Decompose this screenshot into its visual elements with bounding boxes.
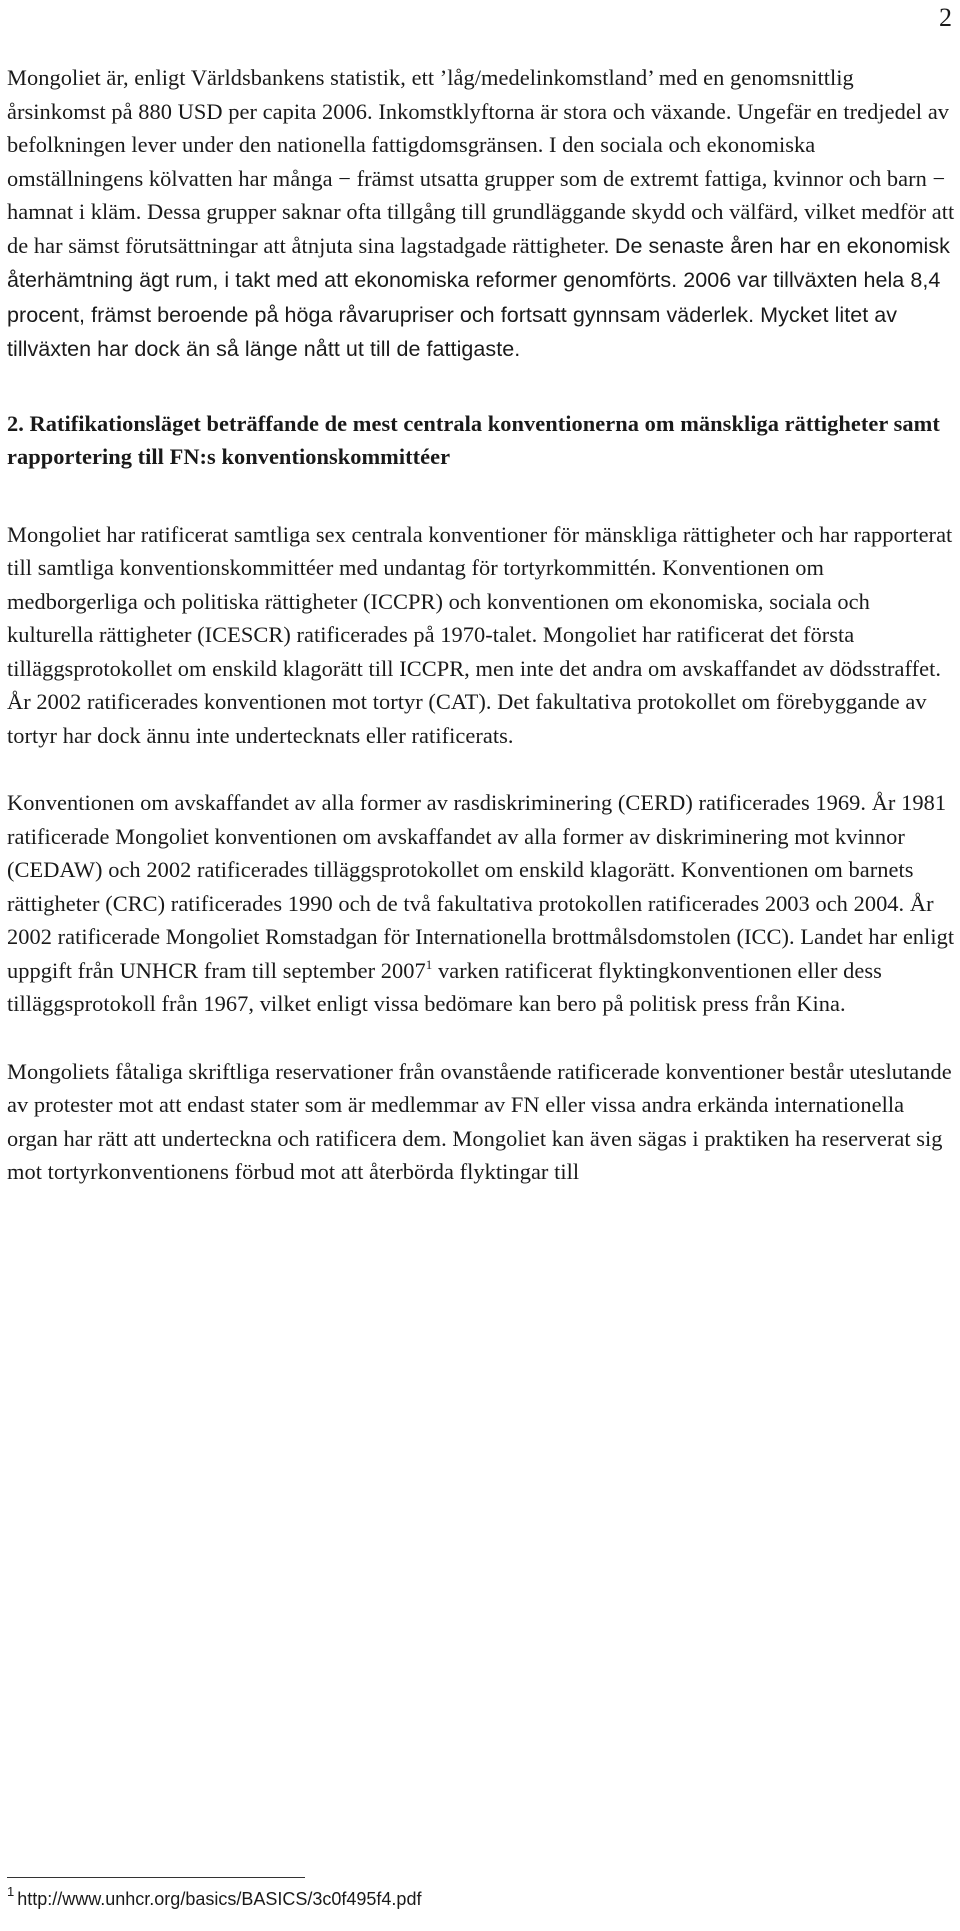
intro-paragraph xyxy=(7,61,955,367)
footnote xyxy=(7,1885,421,1913)
intro-sans-text: De senaste åren har en ekonomisk återhämtning ägt rum, i takt med att ekonomiska reformer genomförts. 2006 var tillväxten hela 8,4 procent, främst beroende på höga råvarupriser och fortsatt gynnsam väderlek. Mycket litet av tillväxten har dock än så länge nått ut till de fattigaste. xyxy=(7,233,950,361)
intro-serif-text: Mongoliet är, enligt Världsbankens statistik, ett ’låg/medelinkomstland’ med en genomsnittlig årsinkomst på 880 USD per capita 2006. Inkomstklyftorna är stora och växande. Ungefär en tredjedel av befolkningen lever under den nationella fattigdomsgränsen. I den sociala och ekonomiska omställningens kölvatten har många − främst utsatta grupper som de extremt fattiga, kvinnor och barn − hamnat i kläm. Dessa grupper saknar ofta tillgång till grundläggande skydd och välfärd, vilket medför att de har sämst förutsättningar att åtnjuta sina lagstadgade rättigheter. xyxy=(7,65,955,258)
ratification-paragraph-2-text-cont: varken ratificerat flyktingkonventionen eller dess tilläggsprotokoll från 1967, vilket enligt vissa bedömare kan bero på politisk press från Kina. xyxy=(7,957,882,1016)
footnote-link[interactable]: http://www.unhcr.org/basics/BASICS/3c0f495f4.pdf xyxy=(17,1889,422,1909)
ratification-paragraph-2 xyxy=(7,786,955,1021)
ratification-paragraph-1: Mongoliet har ratificerat samtliga sex centrala konventioner för mänskliga rättigheter och har rapporterat till samtliga konventionskommittéer med undantag för tortyrkommittén. Konventionen om medborgerliga och politiska rättigheter (ICCPR) och konventionen om ekonomiska, sociala och kulturella rättigheter (ICESCR) ratificerades på 1970-talet. Mongoliet har ratificerat det första tilläggsprotokollet om enskild klagorätt till ICCPR, men inte det andra om avskaffandet av dödsstraffet. År 2002 ratificerades konventionen mot tortyr (CAT). Det fakultativa protokollet om förebyggande av tortyr har dock ännu inte undertecknats eller ratificerats. xyxy=(7,521,953,748)
footnote-divider xyxy=(7,1877,305,1878)
document-body xyxy=(7,61,955,1189)
page-number: 2 xyxy=(939,3,952,32)
ratification-paragraph-2-text: Konventionen om avskaffandet av alla former av rasdiskriminering (CERD) ratificerades 1969. År 1981 ratificerade Mongoliet konventionen om avskaffandet av alla former av diskriminering mot kvinnor (CEDAW) och 2002 ratificerades tilläggsprotokollet om enskild klagorätt. Konventionen om barnets rättigheter (CRC) ratificerades 1990 och de två fakultativa protokollen ratificerades 2003 och 2004. År 2002 ratificerade Mongoliet Romstadgan för Internationella brottmålsdomstolen (ICC). Landet har enligt uppgift från UNHCR fram till september 2007 xyxy=(7,790,955,983)
section-2-heading: 2. Ratifikationsläget beträffande de mest centrala konventionerna om mänskliga rättigheter samt rapportering till FN:s konventionskommittéer xyxy=(7,410,940,469)
reservations-paragraph: Mongoliets fåtaliga skriftliga reservationer från ovanstående ratificerade konventioner består uteslutande av protester mot att endast stater som är medlemmar av FN eller vissa andra erkända internationella organ har rätt att underteckna och ratificera dem. Mongoliet kan även sägas i praktiken ha reserverat sig mot tortyrkonventionens förbud mot att återbörda flyktingar till xyxy=(7,1058,952,1184)
footnote-reference[interactable]: 1 xyxy=(425,956,433,972)
footnote-marker: 1 xyxy=(7,1884,15,1899)
